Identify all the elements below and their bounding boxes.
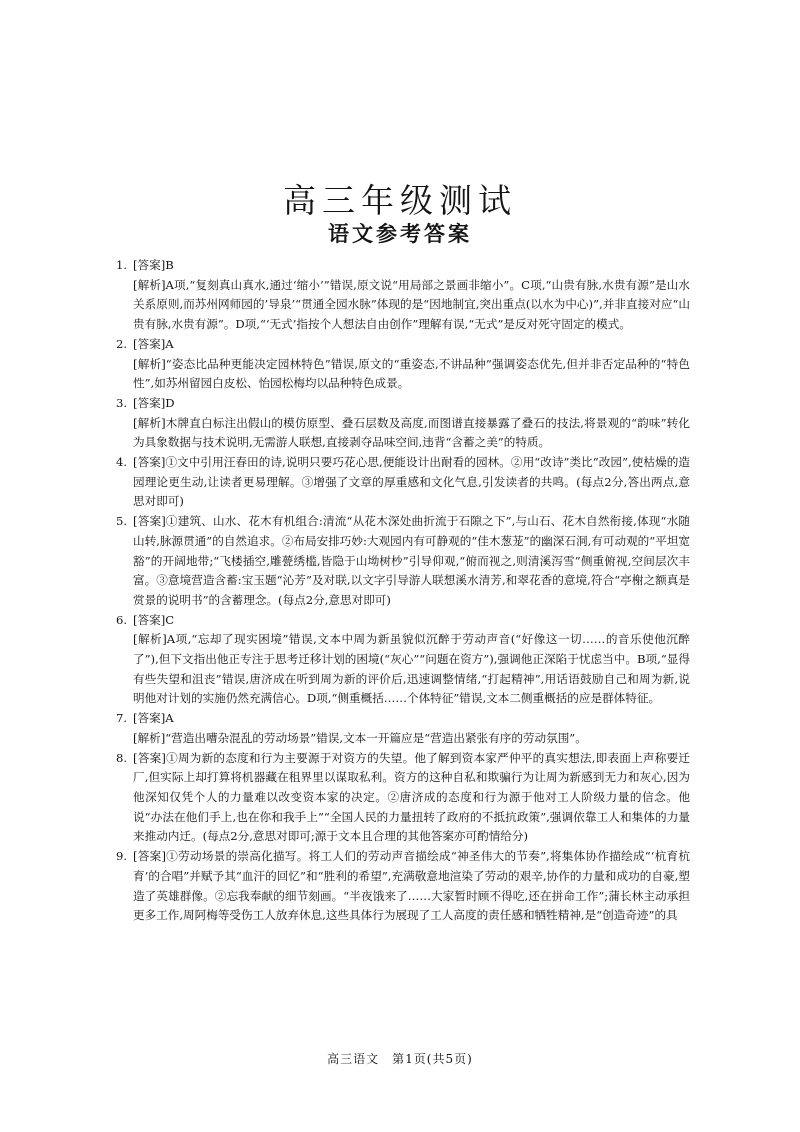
item-answer: [答案]①建筑、山水、花木有机组合:清流“从花木深处曲折流于石隙之下”,与山石、花木自然衔接,体现“水随山转,脉源贯通”的自然追求。②布局安排巧妙:大观园内有可静观的“佳木葱茏”的幽深石洞,有可动观的“平坦宽豁”的开阔地带;“飞楼插空,雕甍绣槛,皆隐于山坳树杪”引导仰观,“俯而视之,则清溪泻雪”侧重俯视,空间层次丰富。③意境营造含蓄:宝玉题“沁芳”及对联,以文字引导游人联想溪水清芳,和翠花香的意境,符合“亭榭之额真是赏景的说明书”的含蓄理念。(每点2分,意思对即可)	[133, 514, 690, 607]
item-analysis: [解析]“营造出嘈杂混乱的劳动场景”错误,文本一开篇应是“营造出紧张有序的劳动氛围”。	[133, 730, 587, 745]
item-number: 4.	[116, 455, 128, 470]
item-number: 5.	[116, 514, 128, 529]
item-number: 1.	[116, 258, 128, 272]
item-analysis: [解析]A项,“忘却了现实困境”错误,文本中周为新虽貌似沉醉于劳动声音(“好像这一切……的音乐使他沉醉了”),但下文指出他正专注于思考迁移计划的困境(“灰心”“问题在资方”),强调他正深陷于忧虑当中。B项,“显得有些失望和沮丧”错误,唐济成在听到周为新的评价后,迅速调整情绪,“打起精神”,用话语鼓励自己和周为新,说明他对计划的实施仍然充满信心。D项,“侧重概括……个体特征”错误,文本二侧重概括的应是群体特征。	[133, 632, 690, 706]
answer-item-3	[118, 394, 690, 453]
item-analysis: [解析]“姿态比品种更能决定园林特色”错误,原文的“重姿态,不讲品种”强调姿态优先,但并非否定品种的“特色性”,如苏州留园白皮松、怡园松梅均以品种特色成景。	[133, 356, 690, 391]
item-analysis: [解析]A项,“复刻真山真水,通过‘缩小’”错误,原文说“用局部之景画非缩小”。C项,“山贵有脉,水贵有源”是山水关系原则,而苏州网师园的’导泉’“贯通全园水脉”体现的是“因地制宜,突出重点(以水为中心)”,并非直接对应“山贵有脉,水贵有源”。D项,“‘无式’指按个人想法自由创作”理解有误,“无式”是反对死守固定的模式。	[133, 277, 690, 332]
answer-item-5	[118, 512, 690, 611]
item-answer: [答案]B	[133, 258, 174, 272]
answer-item-9	[118, 847, 690, 926]
item-answer: [答案]①周为新的态度和行为主要源于对资方的失望。他了解到资本家严仲平的真实想法,即表面上声称要迁厂,但实际上却打算将机器藏在租界里以谋取私利。资方的这种自私和欺骗行为让周为新感到无力和灰心,因为他深知仅凭个人的力量难以改变资本家的决定。②唐济成的态度和行为源于他对工人阶级力量的信念。他说“办法在他们手上,也在你和我手上”“全国人民的力量扭转了政府的不抵抗政策”,强调依靠工人和集体的力量来推动内迁。(每点2分,意思对即可;源于文本且合理的其他答案亦可酌情给分)	[133, 750, 690, 844]
item-answer: [答案]D	[133, 395, 175, 410]
item-number: 7.	[116, 711, 128, 726]
answer-item-8	[118, 749, 690, 848]
answer-item-2	[118, 335, 690, 394]
item-number: 3.	[116, 395, 128, 410]
item-number: 2.	[116, 336, 128, 351]
item-answer: [答案]A	[133, 711, 174, 726]
page-title: 高三年级测试	[283, 181, 517, 220]
item-answer: [答案]①劳动场景的崇高化描写。将工人们的劳动声音描绘成“神圣伟大的节奏”,将集体协作描绘成“‘杭育杭育’的合唱”并赋予其“血汗的回忆”和“胜利的希望”,充满敬意地渲染了劳动的艰辛,协作的力量和成功的自豪,塑造了英雄群像。②忘我奉献的细节刻画。“半夜饿来了……大家暂时顾不得吃,还在拼命工作”;蒲长林主动承担更多工作,周阿梅等受伤工人放弃休息,这些具体行为展现了工人高度的责任感和牺牲精神,是“创造奇迹”的具	[133, 849, 690, 923]
answer-item-1	[118, 256, 690, 335]
answer-item-7	[118, 709, 690, 748]
item-answer: [答案]A	[133, 336, 174, 351]
item-number: 6.	[116, 612, 128, 627]
page-subtitle: 语文参考答案	[328, 222, 472, 246]
item-analysis: [解析]木牌直白标注出假山的模仿原型、叠石层数及高度,而图谱直接暴露了叠石的技法,将景观的“韵味”转化为具象数据与技术说明,无需游人联想,直接剥夺品味空间,违背“含蓄之美”的特质。	[133, 415, 690, 450]
item-answer: [答案]C	[133, 612, 175, 627]
answer-list	[118, 256, 690, 926]
answer-item-4	[118, 453, 690, 512]
answer-item-6	[118, 611, 690, 710]
item-number: 9.	[116, 849, 128, 864]
item-answer: [答案]①文中引用汪春田的诗,说明只要巧花心思,便能设计出耐看的园林。②用“改诗”类比“改园”,使枯燥的造园理论更生动,让读者更易理解。③增强了文章的厚重感和文化气息,引发读者的共鸣。(每点2分,答出两点,意思对即可)	[133, 455, 690, 509]
item-number: 8.	[116, 750, 128, 765]
page-footer: 高三语文 第1页(共5页)	[327, 1052, 473, 1066]
